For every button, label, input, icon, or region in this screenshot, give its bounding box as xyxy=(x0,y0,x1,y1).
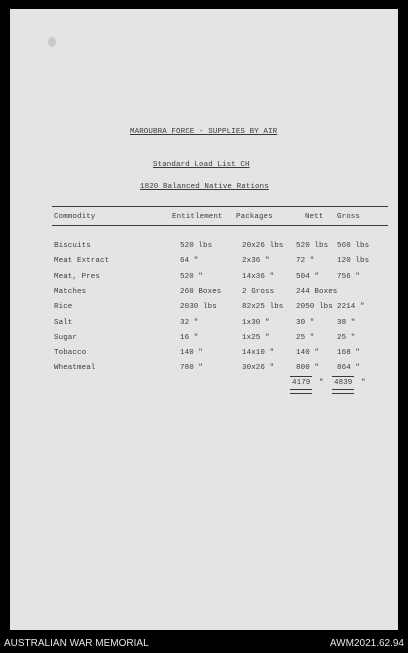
header-packages: Packages xyxy=(236,213,273,221)
table-top-rule xyxy=(52,206,388,207)
cell-commodity: Meat, Pres xyxy=(54,272,101,281)
cell-commodity: Wheatmeal xyxy=(54,364,96,373)
cell-commodity: Rice xyxy=(54,303,73,312)
table-header-rule xyxy=(52,225,388,226)
cell-nett: 140 " xyxy=(296,349,320,358)
cell-nett: 30 " xyxy=(296,318,315,327)
cell-gross: 864 " xyxy=(337,364,361,373)
cell-entitlement: 520 " xyxy=(180,272,204,281)
cell-packages: 14x10 " xyxy=(242,349,275,358)
cell-commodity: Meat Extract xyxy=(54,257,110,266)
total-nett: 4179 xyxy=(292,379,311,387)
cell-entitlement: 2030 lbs xyxy=(180,303,217,312)
cell-commodity: Sugar xyxy=(54,333,78,342)
cell-gross: 25 " xyxy=(337,333,356,342)
document-title: MAROUBRA FORCE - SUPPLIES BY AIR xyxy=(130,128,278,136)
cell-commodity: Salt xyxy=(54,318,73,327)
cell-gross: 168 " xyxy=(337,349,361,358)
total-gross-mark: " xyxy=(361,379,366,387)
header-nett: Nett xyxy=(305,213,324,221)
cell-entitlement: 260 Boxes xyxy=(180,287,222,296)
cell-packages: 1x25 " xyxy=(242,333,270,342)
cell-nett: 244 Boxes xyxy=(296,287,338,296)
footer-reference: AWM2021.62.94 xyxy=(329,638,404,649)
document-page xyxy=(10,9,398,630)
cell-gross: 120 lbs xyxy=(337,257,370,266)
cell-entitlement: 64 " xyxy=(180,257,199,266)
header-commodity: Commodity xyxy=(54,213,96,221)
cell-entitlement: 780 " xyxy=(180,364,204,373)
document-subtitle: Standard Load List CH xyxy=(153,161,250,169)
cell-entitlement: 32 " xyxy=(180,318,199,327)
cell-nett: 520 lbs xyxy=(296,242,329,250)
header-gross: Gross xyxy=(337,213,361,221)
cell-packages: 30x26 " xyxy=(242,364,275,373)
nett-double-underline xyxy=(290,389,312,394)
gross-total-rule xyxy=(332,376,354,377)
cell-entitlement: 520 lbs xyxy=(180,242,213,250)
cell-entitlement: 140 " xyxy=(180,349,204,358)
cell-packages: 82x25 lbs xyxy=(242,303,284,312)
footer-source: AUSTRALIAN WAR MEMORIAL xyxy=(4,638,149,649)
cell-nett: 504 " xyxy=(296,272,320,281)
cell-gross: 560 lbs xyxy=(337,242,370,250)
document-subtitle-2: 1820 Balanced Native Rations xyxy=(140,183,269,191)
nett-total-rule xyxy=(290,376,312,377)
cell-gross: 38 " xyxy=(337,318,356,327)
cell-nett: 800 " xyxy=(296,364,320,373)
cell-packages: 2 Gross xyxy=(242,287,275,296)
total-gross: 4839 xyxy=(334,379,353,387)
cell-nett: 25 " xyxy=(296,333,315,342)
punch-hole-mark xyxy=(48,37,56,47)
cell-packages: 2x36 " xyxy=(242,257,270,266)
cell-gross: 756 " xyxy=(337,272,361,281)
cell-entitlement: 16 " xyxy=(180,333,199,342)
gross-double-underline xyxy=(332,389,354,394)
cell-nett: 2050 lbs xyxy=(296,303,333,312)
cell-commodity: Matches xyxy=(54,287,87,296)
total-nett-mark: " xyxy=(319,379,324,387)
cell-packages: 1x30 " xyxy=(242,318,270,327)
header-entitlement: Entitlement xyxy=(172,213,223,221)
cell-commodity: Tobacco xyxy=(54,349,87,358)
cell-packages: 20x26 lbs xyxy=(242,242,284,250)
cell-gross: 2214 " xyxy=(337,303,365,312)
cell-packages: 14x36 " xyxy=(242,272,275,281)
cell-commodity: Biscuits xyxy=(54,242,91,250)
cell-nett: 72 " xyxy=(296,257,315,266)
